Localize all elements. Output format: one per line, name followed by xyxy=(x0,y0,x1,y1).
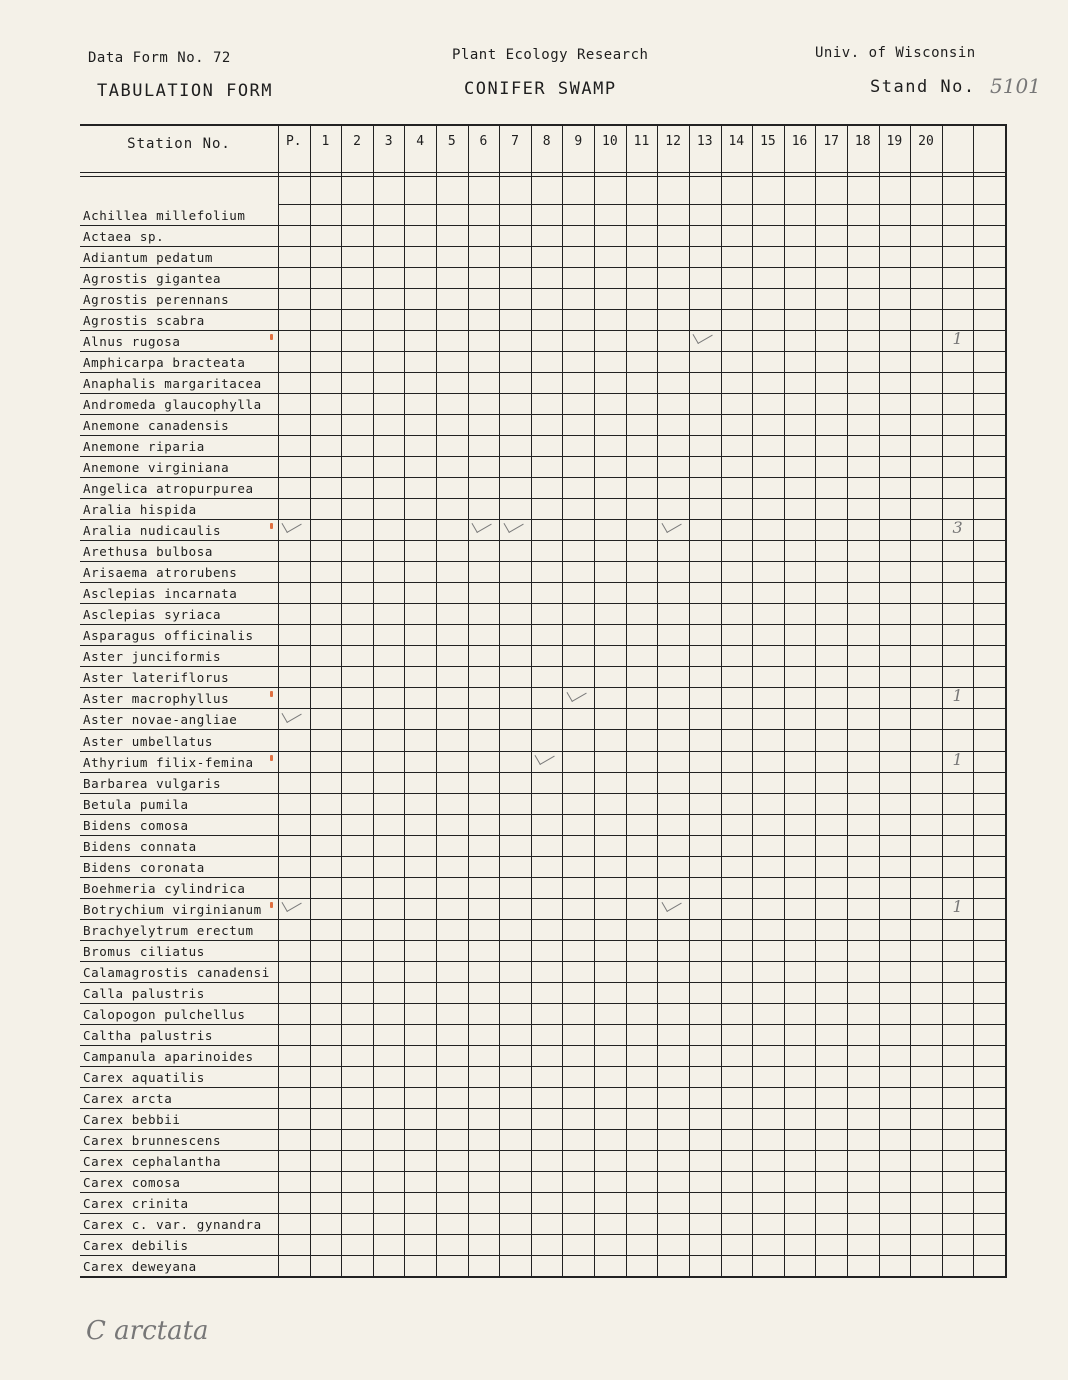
row-rule xyxy=(80,519,1005,520)
species-name: Athyrium filix-femina xyxy=(83,754,254,770)
row-rule xyxy=(80,330,1005,331)
header-rule xyxy=(80,176,1005,177)
species-name: Arethusa bulbosa xyxy=(83,544,214,560)
row-rule xyxy=(80,645,1005,646)
column-divider xyxy=(1005,126,1006,1276)
row-rule xyxy=(80,603,1005,604)
station-column-header: 19 xyxy=(886,134,903,149)
species-name: Caltha palustris xyxy=(83,1027,214,1043)
header-rule xyxy=(80,172,1005,173)
red-annotation-mark xyxy=(270,334,273,340)
species-name: Adiantum pedatum xyxy=(83,250,214,266)
row-rule xyxy=(80,687,1005,688)
survey-type: CONIFER SWAMP xyxy=(464,79,617,99)
station-column-header: 11 xyxy=(633,134,650,149)
species-name: Arisaema atrorubens xyxy=(83,565,238,581)
station-column-header: 6 xyxy=(479,134,488,149)
station-column-header: 17 xyxy=(823,134,839,149)
species-name: Barbarea vulgaris xyxy=(83,775,222,791)
row-rule xyxy=(80,288,1005,289)
station-column-header: 18 xyxy=(854,134,871,149)
check-mark xyxy=(282,894,302,912)
column-divider xyxy=(499,126,500,1276)
species-name: Bidens connata xyxy=(83,838,197,854)
form-title: TABULATION FORM xyxy=(97,81,274,101)
station-column-header: 13 xyxy=(696,134,713,149)
station-column-header: 4 xyxy=(416,134,425,149)
row-rule xyxy=(80,982,1005,983)
row-rule xyxy=(80,267,1005,268)
row-rule xyxy=(80,1192,1005,1193)
row-rule xyxy=(80,1129,1005,1130)
row-rule xyxy=(80,414,1005,415)
row-rule xyxy=(80,561,1005,562)
row-rule xyxy=(80,435,1005,436)
check-mark xyxy=(472,515,492,533)
column-divider xyxy=(689,126,690,1276)
station-column-header: 2 xyxy=(353,134,361,149)
station-column-header: 1 xyxy=(321,134,330,149)
row-rule xyxy=(80,814,1005,815)
column-divider xyxy=(436,126,437,1276)
species-name: Carex debilis xyxy=(83,1237,189,1253)
row-rule xyxy=(80,1171,1005,1172)
row-rule xyxy=(80,351,1005,352)
red-annotation-mark xyxy=(270,755,273,761)
column-divider xyxy=(278,126,279,1276)
row-rule xyxy=(80,624,1005,625)
column-divider xyxy=(847,126,848,1276)
tally-value: 1 xyxy=(952,686,963,706)
species-name: Carex arcta xyxy=(83,1090,173,1106)
species-name: Anemone canadensis xyxy=(83,418,230,434)
institution: Univ. of Wisconsin xyxy=(815,45,976,61)
row-rule xyxy=(80,540,1005,541)
species-name: Aster umbellatus xyxy=(83,733,214,749)
row-rule xyxy=(80,1276,1005,1277)
species-name: Carex c. var. gynandra xyxy=(83,1216,262,1232)
column-divider xyxy=(468,126,469,1276)
column-divider xyxy=(910,126,911,1276)
red-annotation-mark xyxy=(270,523,273,529)
station-column-header: 20 xyxy=(918,134,934,149)
check-mark xyxy=(282,705,302,723)
column-divider xyxy=(973,126,974,1276)
row-rule xyxy=(278,204,1005,205)
column-divider xyxy=(879,126,880,1276)
red-annotation-mark xyxy=(270,691,273,697)
species-name: Boehmeria cylindrica xyxy=(83,880,246,896)
row-rule xyxy=(80,961,1005,962)
species-name: Brachyelytrum erectum xyxy=(83,922,254,938)
column-divider xyxy=(341,126,342,1276)
row-rule xyxy=(80,856,1005,857)
species-name: Carex brunnescens xyxy=(83,1132,222,1148)
row-rule xyxy=(80,666,1005,667)
row-rule xyxy=(80,1045,1005,1046)
row-rule xyxy=(80,1108,1005,1109)
station-column-header: 14 xyxy=(728,134,745,149)
species-name: Amphicarpa bracteata xyxy=(83,355,246,371)
species-name: Aster lateriflorus xyxy=(83,670,230,686)
species-name: Carex crinita xyxy=(83,1195,189,1211)
check-mark xyxy=(661,515,681,533)
species-name: Bidens coronata xyxy=(83,859,205,875)
column-divider xyxy=(815,126,816,1276)
red-annotation-mark xyxy=(270,902,273,908)
check-mark xyxy=(566,684,586,702)
row-rule xyxy=(80,456,1005,457)
station-column-header: 10 xyxy=(602,134,618,149)
station-column-header: 16 xyxy=(791,134,808,149)
row-rule xyxy=(80,1213,1005,1214)
row-rule xyxy=(80,919,1005,920)
station-column-header: 12 xyxy=(665,134,681,149)
tally-value: 3 xyxy=(952,518,963,538)
species-name: Carex cephalantha xyxy=(83,1153,222,1169)
row-rule xyxy=(80,372,1005,373)
species-name: Anemone virginiana xyxy=(83,460,230,476)
row-rule xyxy=(80,225,1005,226)
species-name: Aster junciformis xyxy=(83,649,222,665)
species-name: Bidens comosa xyxy=(83,817,189,833)
row-rule xyxy=(80,477,1005,478)
stand-label: Stand No. xyxy=(870,77,976,97)
station-label: Station No. xyxy=(127,136,231,152)
station-column-header: P. xyxy=(285,134,302,149)
column-divider xyxy=(562,126,563,1276)
species-name: Alnus rugosa xyxy=(83,334,181,350)
research-title: Plant Ecology Research xyxy=(452,47,649,63)
species-name: Agrostis gigantea xyxy=(83,271,222,287)
species-name: Aster macrophyllus xyxy=(83,691,230,707)
column-divider xyxy=(531,126,532,1276)
species-name: Carex comosa xyxy=(83,1174,181,1190)
row-rule xyxy=(80,246,1005,247)
species-name: Bromus ciliatus xyxy=(83,943,205,959)
station-column-header: 5 xyxy=(447,134,456,149)
row-rule xyxy=(80,1150,1005,1151)
species-name: Agrostis scabra xyxy=(83,313,205,329)
row-rule xyxy=(80,793,1005,794)
species-name: Asclepias syriaca xyxy=(83,607,222,623)
row-rule xyxy=(80,1087,1005,1088)
column-divider xyxy=(594,126,595,1276)
tabulation-table xyxy=(80,124,1007,1278)
row-rule xyxy=(80,393,1005,394)
species-name: Carex aquatilis xyxy=(83,1069,205,1085)
species-name: Aralia nudicaulis xyxy=(83,523,222,539)
row-rule xyxy=(80,1234,1005,1235)
row-rule xyxy=(80,729,1005,730)
species-name: Actaea sp. xyxy=(83,229,165,245)
station-column-header: 3 xyxy=(384,134,393,149)
species-name: Angelica atropurpurea xyxy=(83,481,254,497)
column-divider xyxy=(752,126,753,1276)
stand-number: 5101 xyxy=(990,74,1041,98)
row-rule xyxy=(80,835,1005,836)
species-name: Asclepias incarnata xyxy=(83,586,238,602)
row-rule xyxy=(80,309,1005,310)
species-name: Calopogon pulchellus xyxy=(83,1006,246,1022)
row-rule xyxy=(80,898,1005,899)
column-divider xyxy=(626,126,627,1276)
check-mark xyxy=(661,894,681,912)
column-divider xyxy=(404,126,405,1276)
species-name: Achillea millefolium xyxy=(83,208,246,224)
form-number: Data Form No. 72 xyxy=(88,50,231,66)
tally-value: 1 xyxy=(952,896,963,916)
check-mark xyxy=(282,515,302,533)
station-column-header: 15 xyxy=(760,134,776,149)
species-name: Aralia hispida xyxy=(83,502,197,518)
row-rule xyxy=(80,1024,1005,1025)
station-column-header: 7 xyxy=(511,134,519,149)
column-divider xyxy=(310,126,311,1276)
species-name: Carex bebbii xyxy=(83,1111,181,1127)
row-rule xyxy=(80,877,1005,878)
species-name: Calla palustris xyxy=(83,985,205,1001)
species-name: Calamagrostis canadensi xyxy=(83,964,270,980)
species-name: Andromeda glaucophylla xyxy=(83,397,262,413)
row-rule xyxy=(80,940,1005,941)
species-name: Carex deweyana xyxy=(83,1259,197,1274)
tally-value: 1 xyxy=(952,749,963,769)
row-rule xyxy=(80,772,1005,773)
check-mark xyxy=(693,326,713,344)
station-column-header: 8 xyxy=(542,134,551,149)
column-divider xyxy=(784,126,785,1276)
species-name: Betula pumila xyxy=(83,796,189,812)
row-rule xyxy=(80,1003,1005,1004)
row-rule xyxy=(80,582,1005,583)
station-column-header: 9 xyxy=(574,134,583,149)
species-name: Botrychium virginianum xyxy=(83,901,262,917)
check-mark xyxy=(535,747,555,765)
row-rule xyxy=(80,1066,1005,1067)
species-name: Aster novae-angliae xyxy=(83,712,238,728)
column-divider xyxy=(721,126,722,1276)
row-rule xyxy=(80,1255,1005,1256)
row-rule xyxy=(80,708,1005,709)
row-rule xyxy=(80,498,1005,499)
species-name: Agrostis perennans xyxy=(83,292,230,308)
species-name: Asparagus officinalis xyxy=(83,628,254,644)
species-name: Anemone riparia xyxy=(83,439,205,455)
species-name: Anaphalis margaritacea xyxy=(83,376,262,392)
check-mark xyxy=(503,515,523,533)
column-divider xyxy=(657,126,658,1276)
handwritten-footnote: C arctata xyxy=(86,1316,209,1346)
tally-value: 1 xyxy=(952,329,963,349)
species-name: Campanula aparinoides xyxy=(83,1048,254,1064)
column-divider xyxy=(373,126,374,1276)
